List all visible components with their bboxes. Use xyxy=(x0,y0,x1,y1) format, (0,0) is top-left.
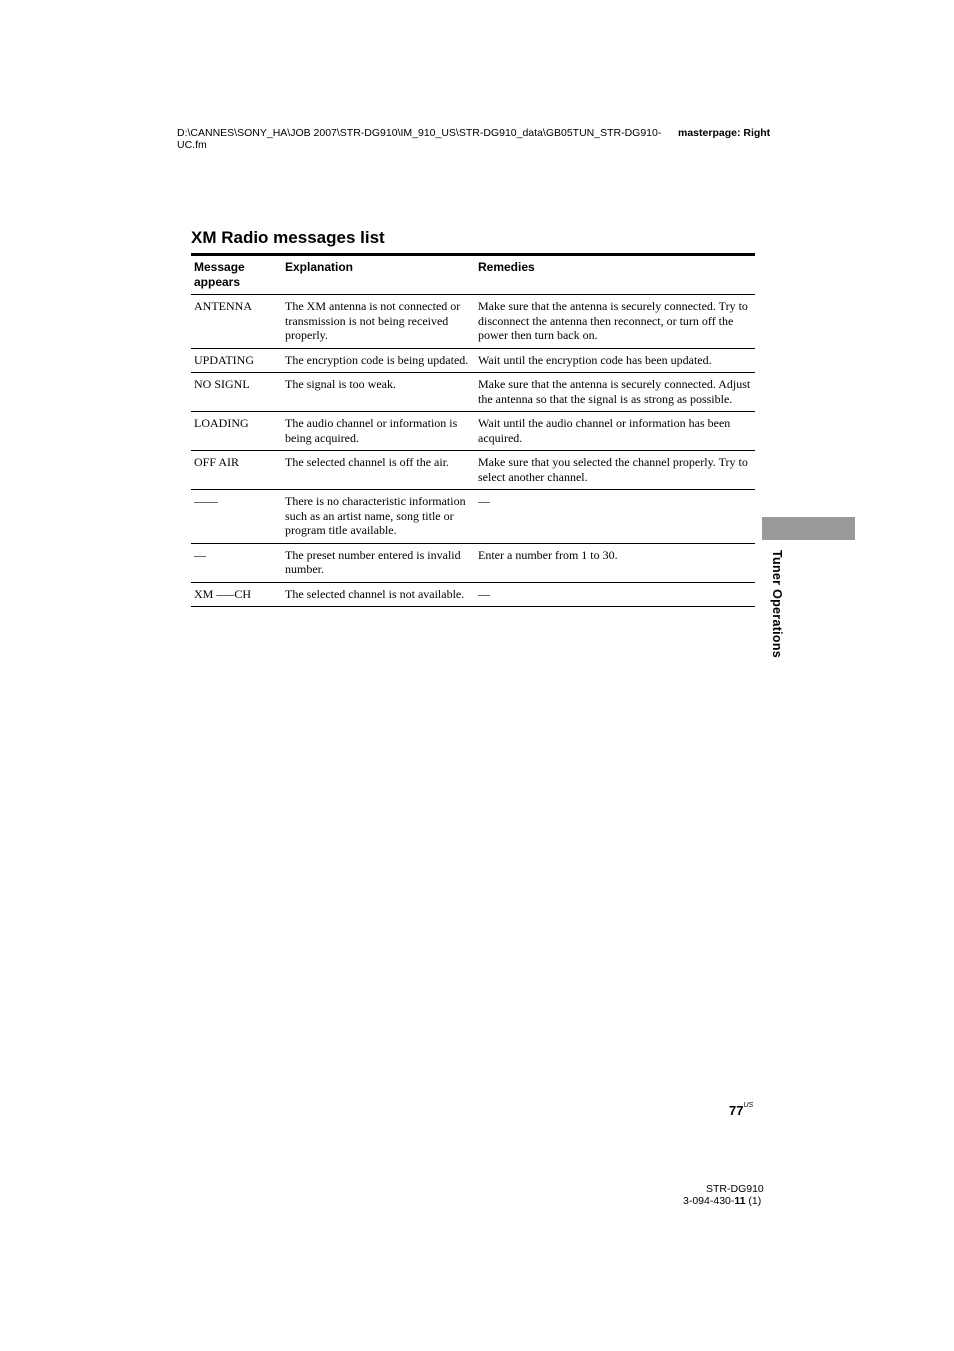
page-number xyxy=(729,1103,753,1118)
messages-table xyxy=(191,253,755,607)
message-cell: ANTENNA xyxy=(194,299,252,313)
message-cell: NO SIGNL xyxy=(194,377,250,391)
explanation-cell: The signal is too weak. xyxy=(285,377,396,391)
message-cell: –––– xyxy=(194,494,218,508)
chapter-tab-marker xyxy=(762,517,855,540)
remedy-cell: — xyxy=(478,586,490,601)
table-header-row xyxy=(191,255,755,295)
remedy-cell: Enter a number from 1 to 30. xyxy=(478,547,618,562)
remedy-cell: Wait until the encryption code has been updated. xyxy=(478,352,712,367)
header-file-path: D:\CANNES\SONY_HA\JOB 2007\STR-DG910\IM_910_US\STR-DG910_data\GB05TUN_STR-DG910-UC.fm xyxy=(177,127,662,151)
table-row xyxy=(191,295,755,349)
message-cell: OFF AIR xyxy=(194,455,240,469)
explanation-cell: The preset number entered is invalid number. xyxy=(285,547,461,576)
remedy-cell: Make sure that the antenna is securely connected. Adjust the antenna so that the signal is as strong as possible. xyxy=(478,377,751,406)
message-cell: UPDATING xyxy=(194,352,254,367)
explanation-cell: The audio channel or information is being acquired. xyxy=(285,416,458,445)
message-cell: –– xyxy=(194,547,206,562)
remedy-cell: Make sure that you selected the channel properly. Try to select another channel. xyxy=(478,455,748,484)
messages-table-container xyxy=(191,253,755,607)
footer-code-suffix: (1) xyxy=(745,1195,762,1207)
remedy-cell: Make sure that the antenna is securely connected. Try to disconnect the antenna then reconnect, or turn off the power then turn back on. xyxy=(478,299,748,342)
footer-part-code xyxy=(683,1195,761,1207)
footer-code-prefix: 3-094-430- xyxy=(683,1195,735,1207)
table-row xyxy=(191,412,755,451)
footer-model: STR-DG910 xyxy=(706,1183,764,1195)
table-row xyxy=(191,451,755,490)
message-cell: XM –––CH xyxy=(194,586,252,601)
footer-code-bold: 11 xyxy=(734,1195,746,1207)
column-header-remedies: Remedies xyxy=(478,260,535,274)
explanation-cell: There is no characteristic information such as an artist name, song title or program title available. xyxy=(285,494,466,537)
section-title: XM Radio messages list xyxy=(191,228,385,247)
explanation-cell: The selected channel is off the air. xyxy=(285,455,450,469)
remedy-cell: — xyxy=(478,494,490,508)
column-header-explanation: Explanation xyxy=(285,260,354,274)
table-row xyxy=(191,543,755,582)
table-row xyxy=(191,490,755,544)
header-masterpage: masterpage: Right xyxy=(678,127,771,139)
explanation-cell: The selected channel is not available. xyxy=(285,586,465,601)
message-cell: LOADING xyxy=(194,416,249,430)
column-header-message: Message appears xyxy=(194,260,245,289)
page-number-value: 77 xyxy=(729,1103,744,1118)
chapter-tab-label: Tuner Operations xyxy=(770,550,784,659)
table-row xyxy=(191,348,755,373)
explanation-cell: The encryption code is being updated. xyxy=(285,352,469,367)
table-row xyxy=(191,373,755,412)
page-number-suffix: US xyxy=(743,1102,754,1109)
remedy-cell: Wait until the audio channel or information has been acquired. xyxy=(478,416,731,445)
explanation-cell: The XM antenna is not connected or transmission is not being received properly. xyxy=(285,299,461,342)
table-row xyxy=(191,582,755,607)
